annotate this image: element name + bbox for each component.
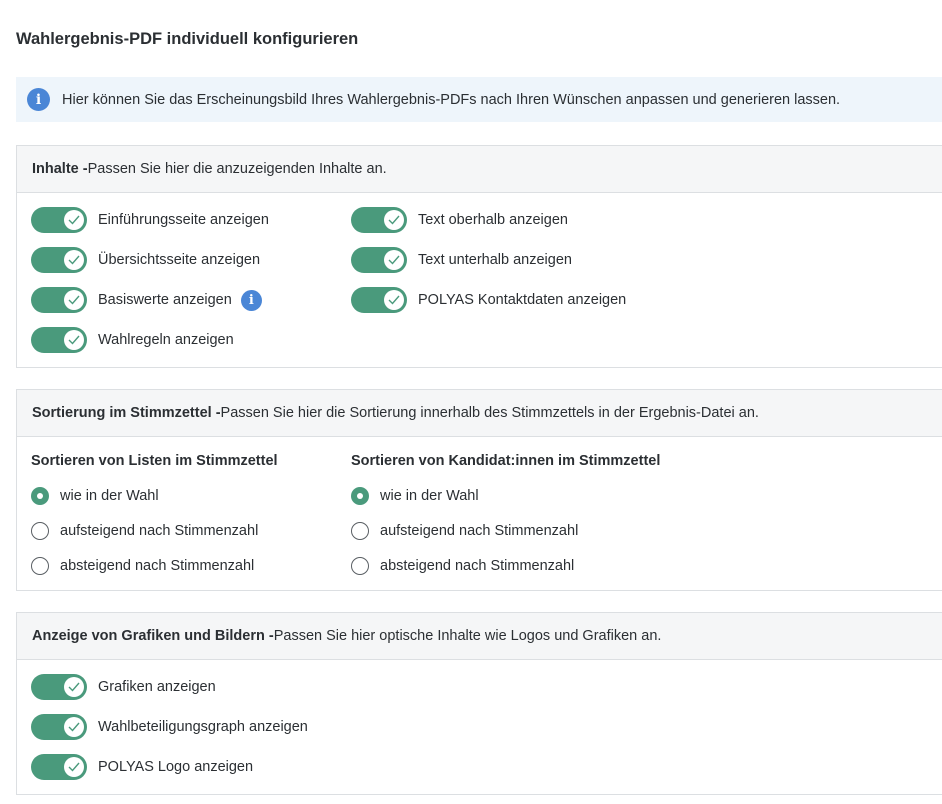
sorting-panel-header [17, 390, 942, 437]
toggle-label: POLYAS Logo anzeigen [98, 759, 254, 775]
toggle-switch[interactable] [31, 327, 87, 353]
contents-header-title: Inhalte - [32, 161, 88, 177]
radio-button[interactable] [31, 522, 49, 540]
toggle-row-contact[interactable] [351, 287, 626, 313]
lists-sort-heading: Sortieren von Listen im Stimmzettel [31, 453, 278, 469]
toggle-label: Basiswerte anzeigen [98, 292, 232, 308]
toggle-row-text-above[interactable] [351, 207, 568, 233]
toggle-row-graphics[interactable] [31, 674, 216, 700]
page-title: Wahlergebnis-PDF individuell konfigurieren [16, 30, 359, 48]
toggle-row-logo[interactable] [31, 754, 253, 780]
sorting-panel [16, 389, 942, 591]
toggle-switch[interactable] [351, 207, 407, 233]
toggle-label: Wahlbeteiligungsgraph anzeigen [98, 719, 308, 735]
info-text: Hier können Sie das Erscheinungsbild Ihres Wahlergebnis-PDFs nach Ihren Wünschen anpassen und generieren lassen. [62, 91, 841, 108]
graphics-panel [16, 612, 942, 795]
check-icon [388, 255, 400, 265]
toggle-label: Einführungsseite anzeigen [98, 212, 269, 228]
graphics-panel-header [17, 613, 942, 660]
info-icon[interactable]: i [241, 290, 262, 311]
check-icon [68, 722, 80, 732]
toggle-label: Text unterhalb anzeigen [418, 252, 572, 268]
radio-label: wie in der Wahl [380, 488, 479, 504]
check-icon [388, 215, 400, 225]
radio-candidates-ascending[interactable] [351, 520, 578, 542]
check-icon [68, 255, 80, 265]
radio-button[interactable] [31, 487, 49, 505]
radio-button[interactable] [31, 557, 49, 575]
check-icon [68, 762, 80, 772]
radio-label: absteigend nach Stimmenzahl [380, 558, 575, 574]
toggle-switch[interactable] [31, 207, 87, 233]
toggle-row-text-below[interactable] [351, 247, 572, 273]
toggle-label: Grafiken anzeigen [98, 679, 216, 695]
check-icon [68, 215, 80, 225]
toggle-label: Text oberhalb anzeigen [418, 212, 568, 228]
graphics-header-title: Anzeige von Grafiken und Bildern - [32, 628, 274, 644]
toggle-row-turnout-graph[interactable] [31, 714, 308, 740]
toggle-row-base-values[interactable] [31, 287, 262, 313]
toggle-switch[interactable] [31, 247, 87, 273]
sorting-header-desc: Passen Sie hier die Sortierung innerhalb des Stimmzettels in der Ergebnis-Datei an. [220, 405, 759, 421]
toggle-switch[interactable] [31, 287, 87, 313]
radio-button[interactable] [351, 522, 369, 540]
toggle-row-introduction[interactable] [31, 207, 269, 233]
check-icon [68, 335, 80, 345]
sorting-header-title: Sortierung im Stimmzettel - [32, 405, 221, 421]
contents-header-desc: Passen Sie hier die anzuzeigenden Inhalte an. [87, 161, 387, 177]
info-icon: i [27, 88, 50, 111]
radio-label: wie in der Wahl [60, 488, 159, 504]
toggle-row-rules[interactable] [31, 327, 234, 353]
contents-panel [16, 145, 942, 368]
toggle-label: Übersichtsseite anzeigen [98, 252, 261, 268]
radio-candidates-descending[interactable] [351, 555, 574, 577]
graphics-header-desc: Passen Sie hier optische Inhalte wie Logos und Grafiken an. [273, 628, 662, 644]
radio-label: aufsteigend nach Stimmenzahl [380, 523, 579, 539]
check-icon [68, 295, 80, 305]
toggle-row-overview[interactable] [31, 247, 260, 273]
info-banner [16, 77, 942, 122]
toggle-switch[interactable] [31, 754, 87, 780]
toggle-switch[interactable] [351, 247, 407, 273]
candidates-sort-heading: Sortieren von Kandidat:innen im Stimmzettel [351, 453, 661, 469]
toggle-switch[interactable] [31, 674, 87, 700]
toggle-label: POLYAS Kontaktdaten anzeigen [418, 292, 627, 308]
check-icon [68, 682, 80, 692]
radio-candidates-as-in-election[interactable] [351, 485, 479, 507]
radio-lists-descending[interactable] [31, 555, 254, 577]
radio-button[interactable] [351, 487, 369, 505]
radio-button[interactable] [351, 557, 369, 575]
toggle-label: Wahlregeln anzeigen [98, 332, 234, 348]
contents-panel-header [17, 146, 942, 193]
check-icon [388, 295, 400, 305]
toggle-switch[interactable] [31, 714, 87, 740]
radio-lists-ascending[interactable] [31, 520, 258, 542]
toggle-switch[interactable] [351, 287, 407, 313]
radio-label: aufsteigend nach Stimmenzahl [60, 523, 259, 539]
radio-label: absteigend nach Stimmenzahl [60, 558, 255, 574]
radio-lists-as-in-election[interactable] [31, 485, 159, 507]
